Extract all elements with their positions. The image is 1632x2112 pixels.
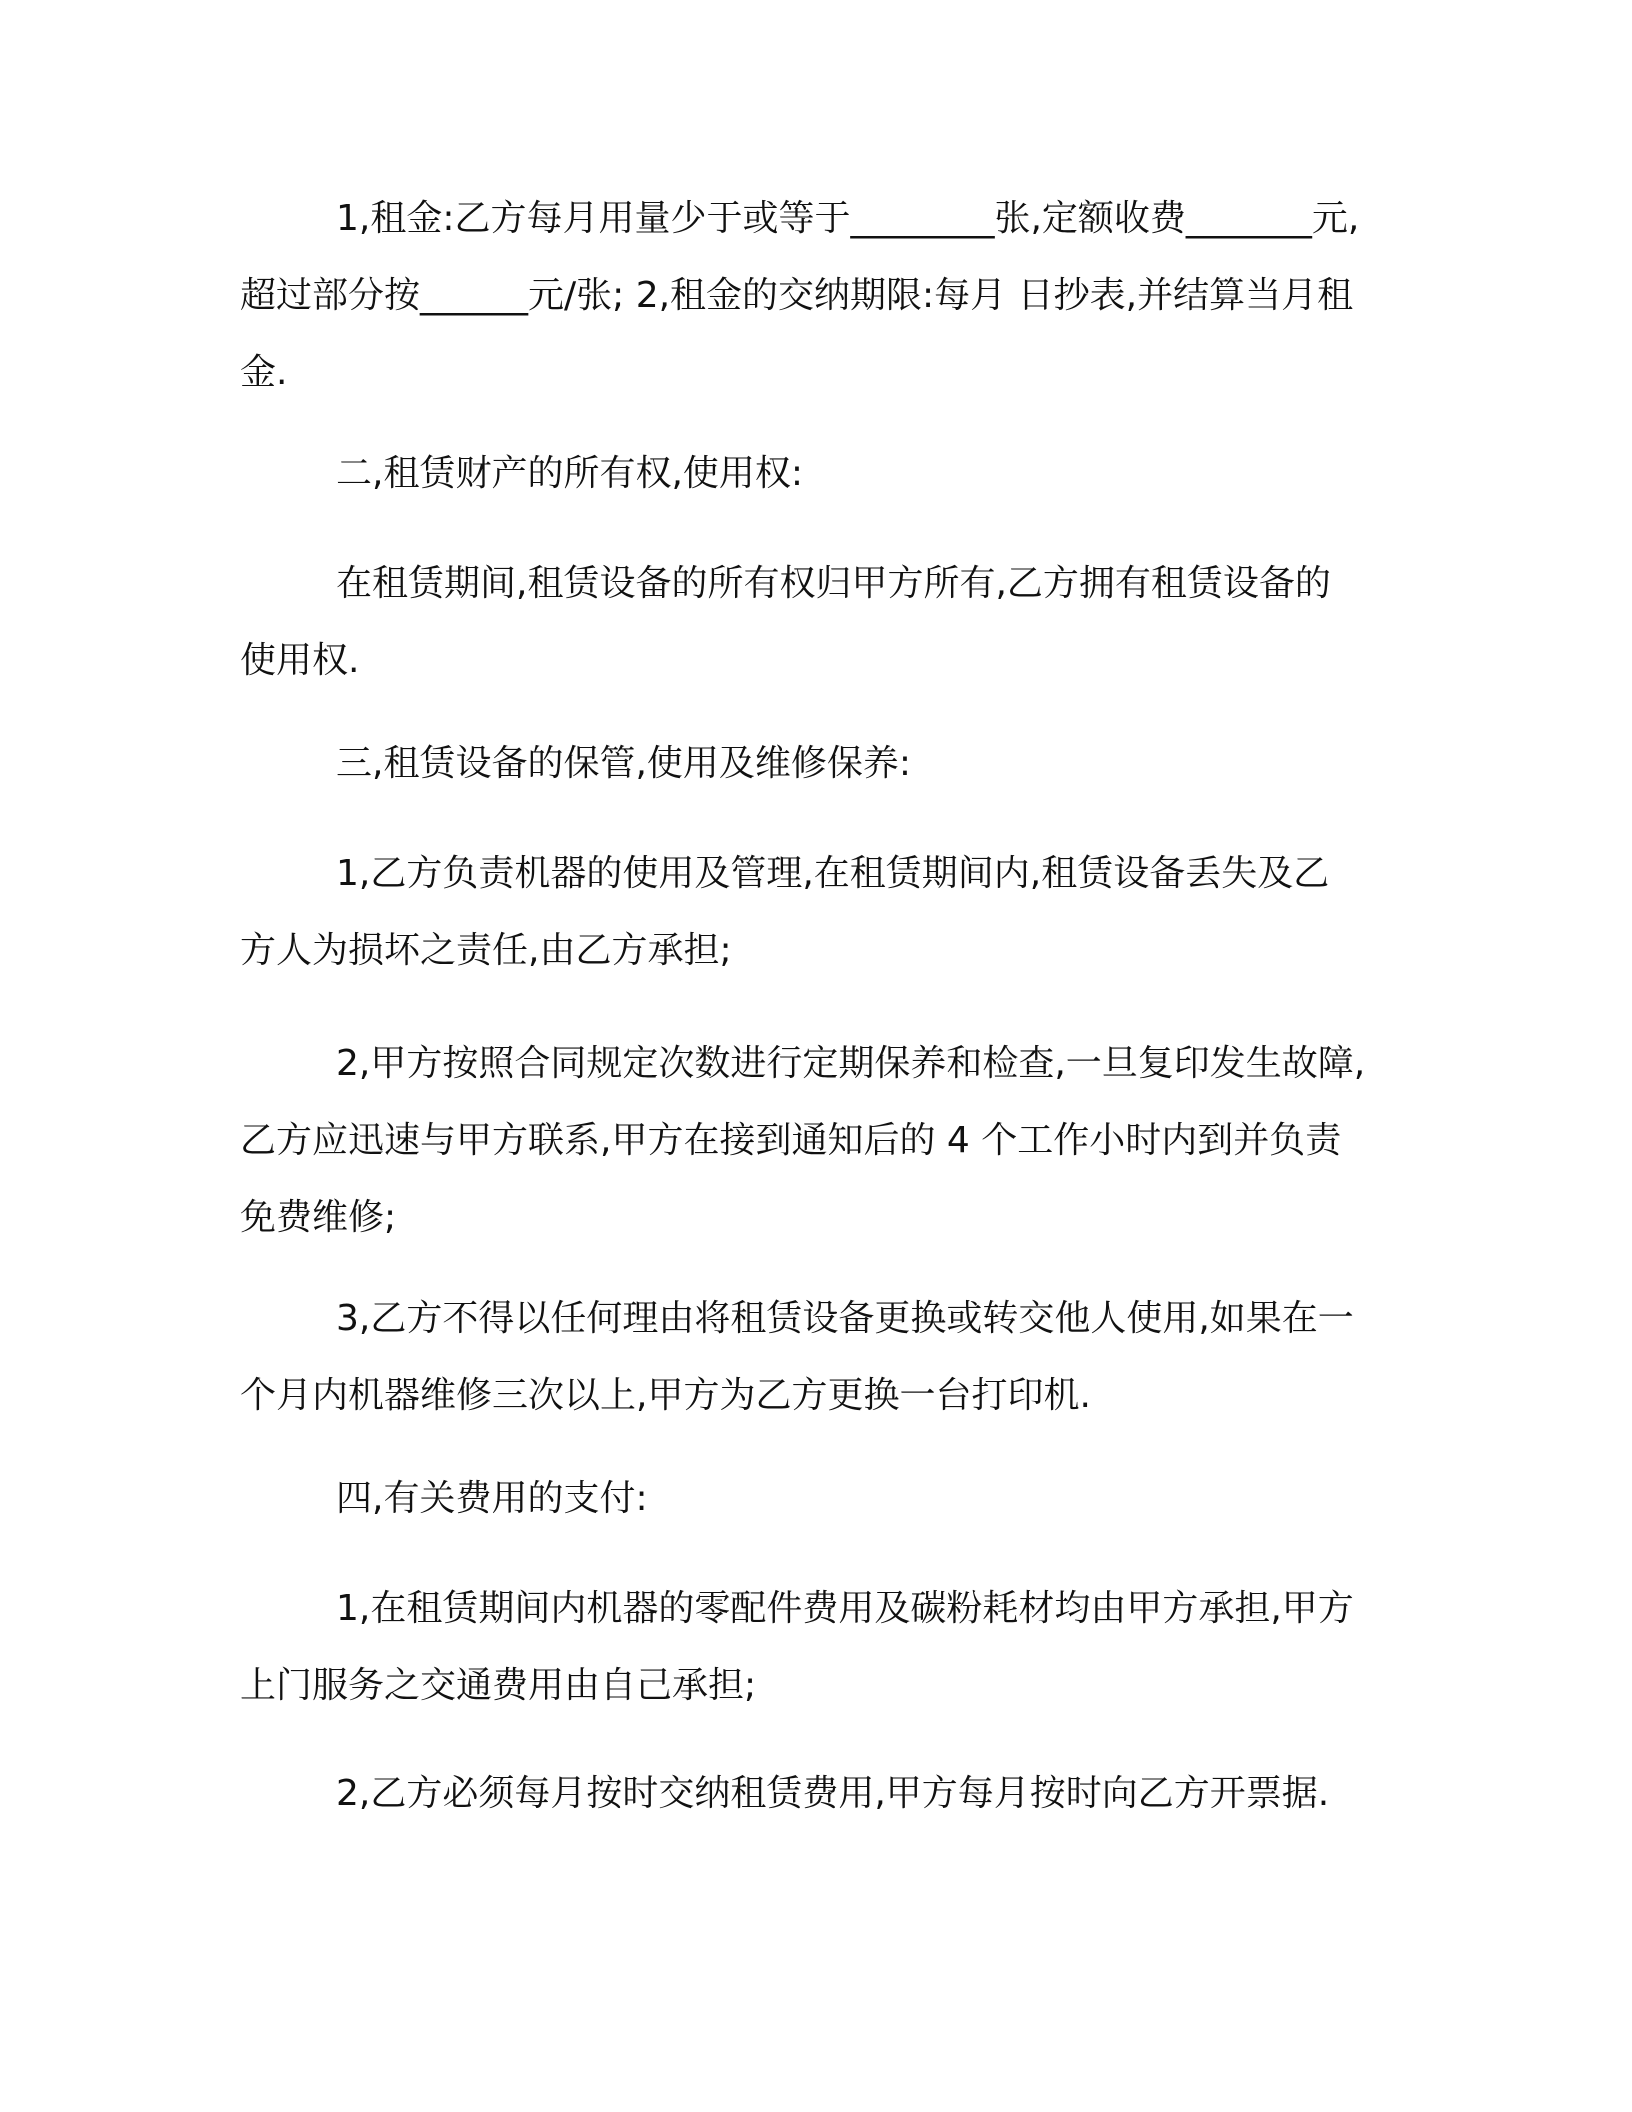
paragraph-fees-2 (240, 1755, 1410, 1832)
section-heading-ownership (240, 435, 1410, 512)
text-line: 金. (240, 352, 288, 393)
text-line: 超过部分按______元/张; 2,租金的交纳期限:每月 日抄表,并结算当月租 (240, 275, 1354, 316)
text-line: 1,乙方负责机器的使用及管理,在租赁期间内,租赁设备丢失及乙 (336, 853, 1330, 894)
text-line: 3,乙方不得以任何理由将租赁设备更换或转交他人使用,如果在一 (336, 1298, 1354, 1339)
text-line: 2,乙方必须每月按时交纳租赁费用,甲方每月按时向乙方开票据. (336, 1773, 1330, 1814)
text-line: 在租赁期间,租赁设备的所有权归甲方所有,乙方拥有租赁设备的 (336, 563, 1331, 604)
section-heading-fees (240, 1460, 1410, 1537)
text-line: 个月内机器维修三次以上,甲方为乙方更换一台打印机. (240, 1375, 1091, 1416)
text-line: 1,在租赁期间内机器的零配件费用及碳粉耗材均由甲方承担,甲方 (336, 1588, 1354, 1629)
text-line: 四,有关费用的支付: (336, 1478, 648, 1519)
paragraph-ownership (240, 545, 1410, 699)
text-line: 免费维修; (240, 1197, 397, 1238)
text-line: 二,租赁财产的所有权,使用权: (336, 453, 804, 494)
text-line: 乙方应迅速与甲方联系,甲方在接到通知后的 4 个工作小时内到并负责 (240, 1120, 1342, 1161)
text-line: 1,租金:乙方每月用量少于或等于________张,定额收费_______元, (336, 198, 1360, 239)
text-line: 使用权. (240, 640, 360, 681)
paragraph-rent (240, 180, 1410, 411)
text-line: 2,甲方按照合同规定次数进行定期保养和检查,一旦复印发生故障, (336, 1043, 1366, 1084)
text-line: 三,租赁设备的保管,使用及维修保养: (336, 743, 912, 784)
paragraph-custody-1 (240, 835, 1410, 989)
section-heading-custody (240, 725, 1410, 802)
paragraph-custody-2 (240, 1025, 1410, 1256)
text-line: 上门服务之交通费用由自己承担; (240, 1665, 757, 1706)
paragraph-fees-1 (240, 1570, 1410, 1724)
text-line: 方人为损坏之责任,由乙方承担; (240, 930, 732, 971)
paragraph-custody-3 (240, 1280, 1410, 1434)
